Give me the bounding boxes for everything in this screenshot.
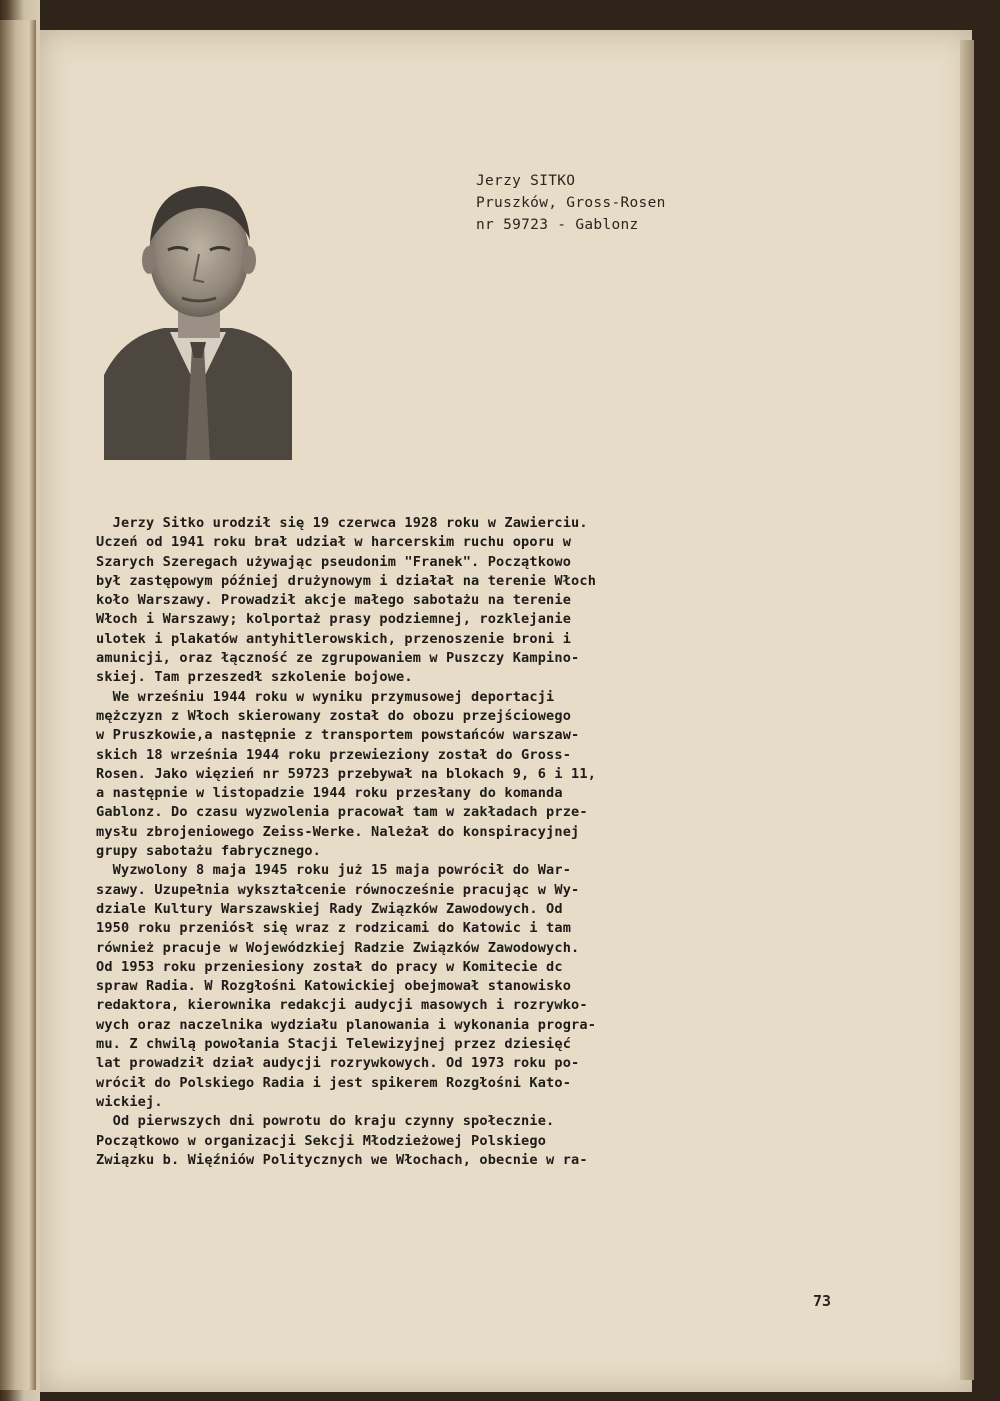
text-line: Uczeń od 1941 roku brał udział w harcerskim ruchu oporu w [96, 534, 572, 551]
text-line: Wyzwolony 8 maja 1945 roku już 15 maja powrócił do War- [96, 862, 572, 879]
text-line: Rosen. Jako więzień nr 59723 przebywał na blokach 9, 6 i 11, [96, 765, 597, 782]
text-line: amunicji, oraz łączność ze zgrupowaniem w Puszczy Kampino- [96, 650, 580, 667]
text-line: 1950 roku przeniósł się wraz z rodzicami do Katowic i tam [96, 920, 572, 937]
text-line: skich 18 września 1944 roku przewieziony został do Gross- [96, 746, 572, 763]
prisoner-number: nr 59723 - Gablonz [476, 217, 639, 233]
text-line: We wrześniu 1944 roku w wyniku przymusowej deportacji [96, 688, 555, 705]
text-line: Włoch i Warszawy; kolportaż prasy podziemnej, rozklejanie [96, 611, 572, 628]
text-line: a następnie w listopadzie 1944 roku przesłany do komanda [96, 785, 563, 802]
page-edge [960, 40, 974, 1380]
text-line: mu. Z chwilą powołania Stacji Telewizyjnej przez dziesięć [96, 1036, 572, 1053]
text-line: również pracuje w Wojewódzkiej Radzie Związków Zawodowych. [96, 939, 580, 956]
text-line: spraw Radia. W Rozgłośni Katowickiej obejmował stanowisko [96, 978, 572, 995]
text-line: Jerzy Sitko urodził się 19 czerwca 1928 roku w Zawierciu. [96, 515, 588, 531]
text-line: mysłu zbrojeniowego Zeiss-Werke. Należał do konspiracyjnej [96, 823, 580, 840]
facing-page-edge [0, 20, 36, 1390]
text-line: wrócił do Polskiego Radia i jest spikerem Rozgłośni Kato- [96, 1074, 572, 1091]
text-line: był zastępowym później drużynowym i działał na terenie Włoch [96, 572, 597, 589]
person-name: Jerzy SITKO [476, 173, 576, 189]
text-line: szawy. Uzupełnia wykształcenie równocześnie pracując w Wy- [96, 881, 580, 898]
text-line: Związku b. Więźniów Politycznych we Włochach, obecnie w ra- [96, 1151, 588, 1168]
text-line: redaktora, kierownika redakcji audycji masowych i rozrywko- [96, 997, 588, 1014]
portrait-photo [104, 150, 292, 460]
person-header [476, 170, 666, 236]
text-line: mężczyzn z Włoch skierowany został do obozu przejściowego [96, 707, 572, 724]
text-line: Szarych Szeregach używając pseudonim "Franek". Początkowo [96, 553, 572, 570]
text-line: Od 1953 roku przeniesiony został do pracy w Komitecie dc [96, 958, 563, 975]
text-line: grupy sabotażu fabrycznego. [96, 843, 322, 860]
text-line: w Pruszkowie,a następnie z transportem powstańców warszaw- [96, 727, 580, 744]
text-line: Od pierwszych dni powrotu do kraju czynny społecznie. [96, 1113, 555, 1130]
text-line: Gablonz. Do czasu wyzwolenia pracował tam w zakładach prze- [96, 804, 588, 821]
book-page [40, 30, 972, 1392]
text-line: Początkowo w organizacji Sekcji Młodzieżowej Polskiego [96, 1132, 547, 1149]
page-number: 73 [813, 1292, 832, 1310]
text-line: lat prowadził dział audycji rozrywkowych. Od 1973 roku po- [96, 1055, 580, 1072]
text-line: ulotek i plakatów antyhitlerowskich, przenoszenie broni i [96, 630, 572, 647]
biography-text [96, 514, 886, 1170]
text-line: skiej. Tam przeszedł szkolenie bojowe. [96, 669, 413, 686]
text-line: koło Warszawy. Prowadził akcje małego sabotażu na terenie [96, 592, 572, 609]
text-line: dziale Kultury Warszawskiej Rady Związków Zawodowych. Od [96, 900, 563, 917]
text-line: wickiej. [96, 1093, 163, 1110]
person-camps: Pruszków, Gross-Rosen [476, 195, 666, 211]
text-line: wych oraz naczelnika wydziału planowania i wykonania progra- [96, 1016, 597, 1033]
